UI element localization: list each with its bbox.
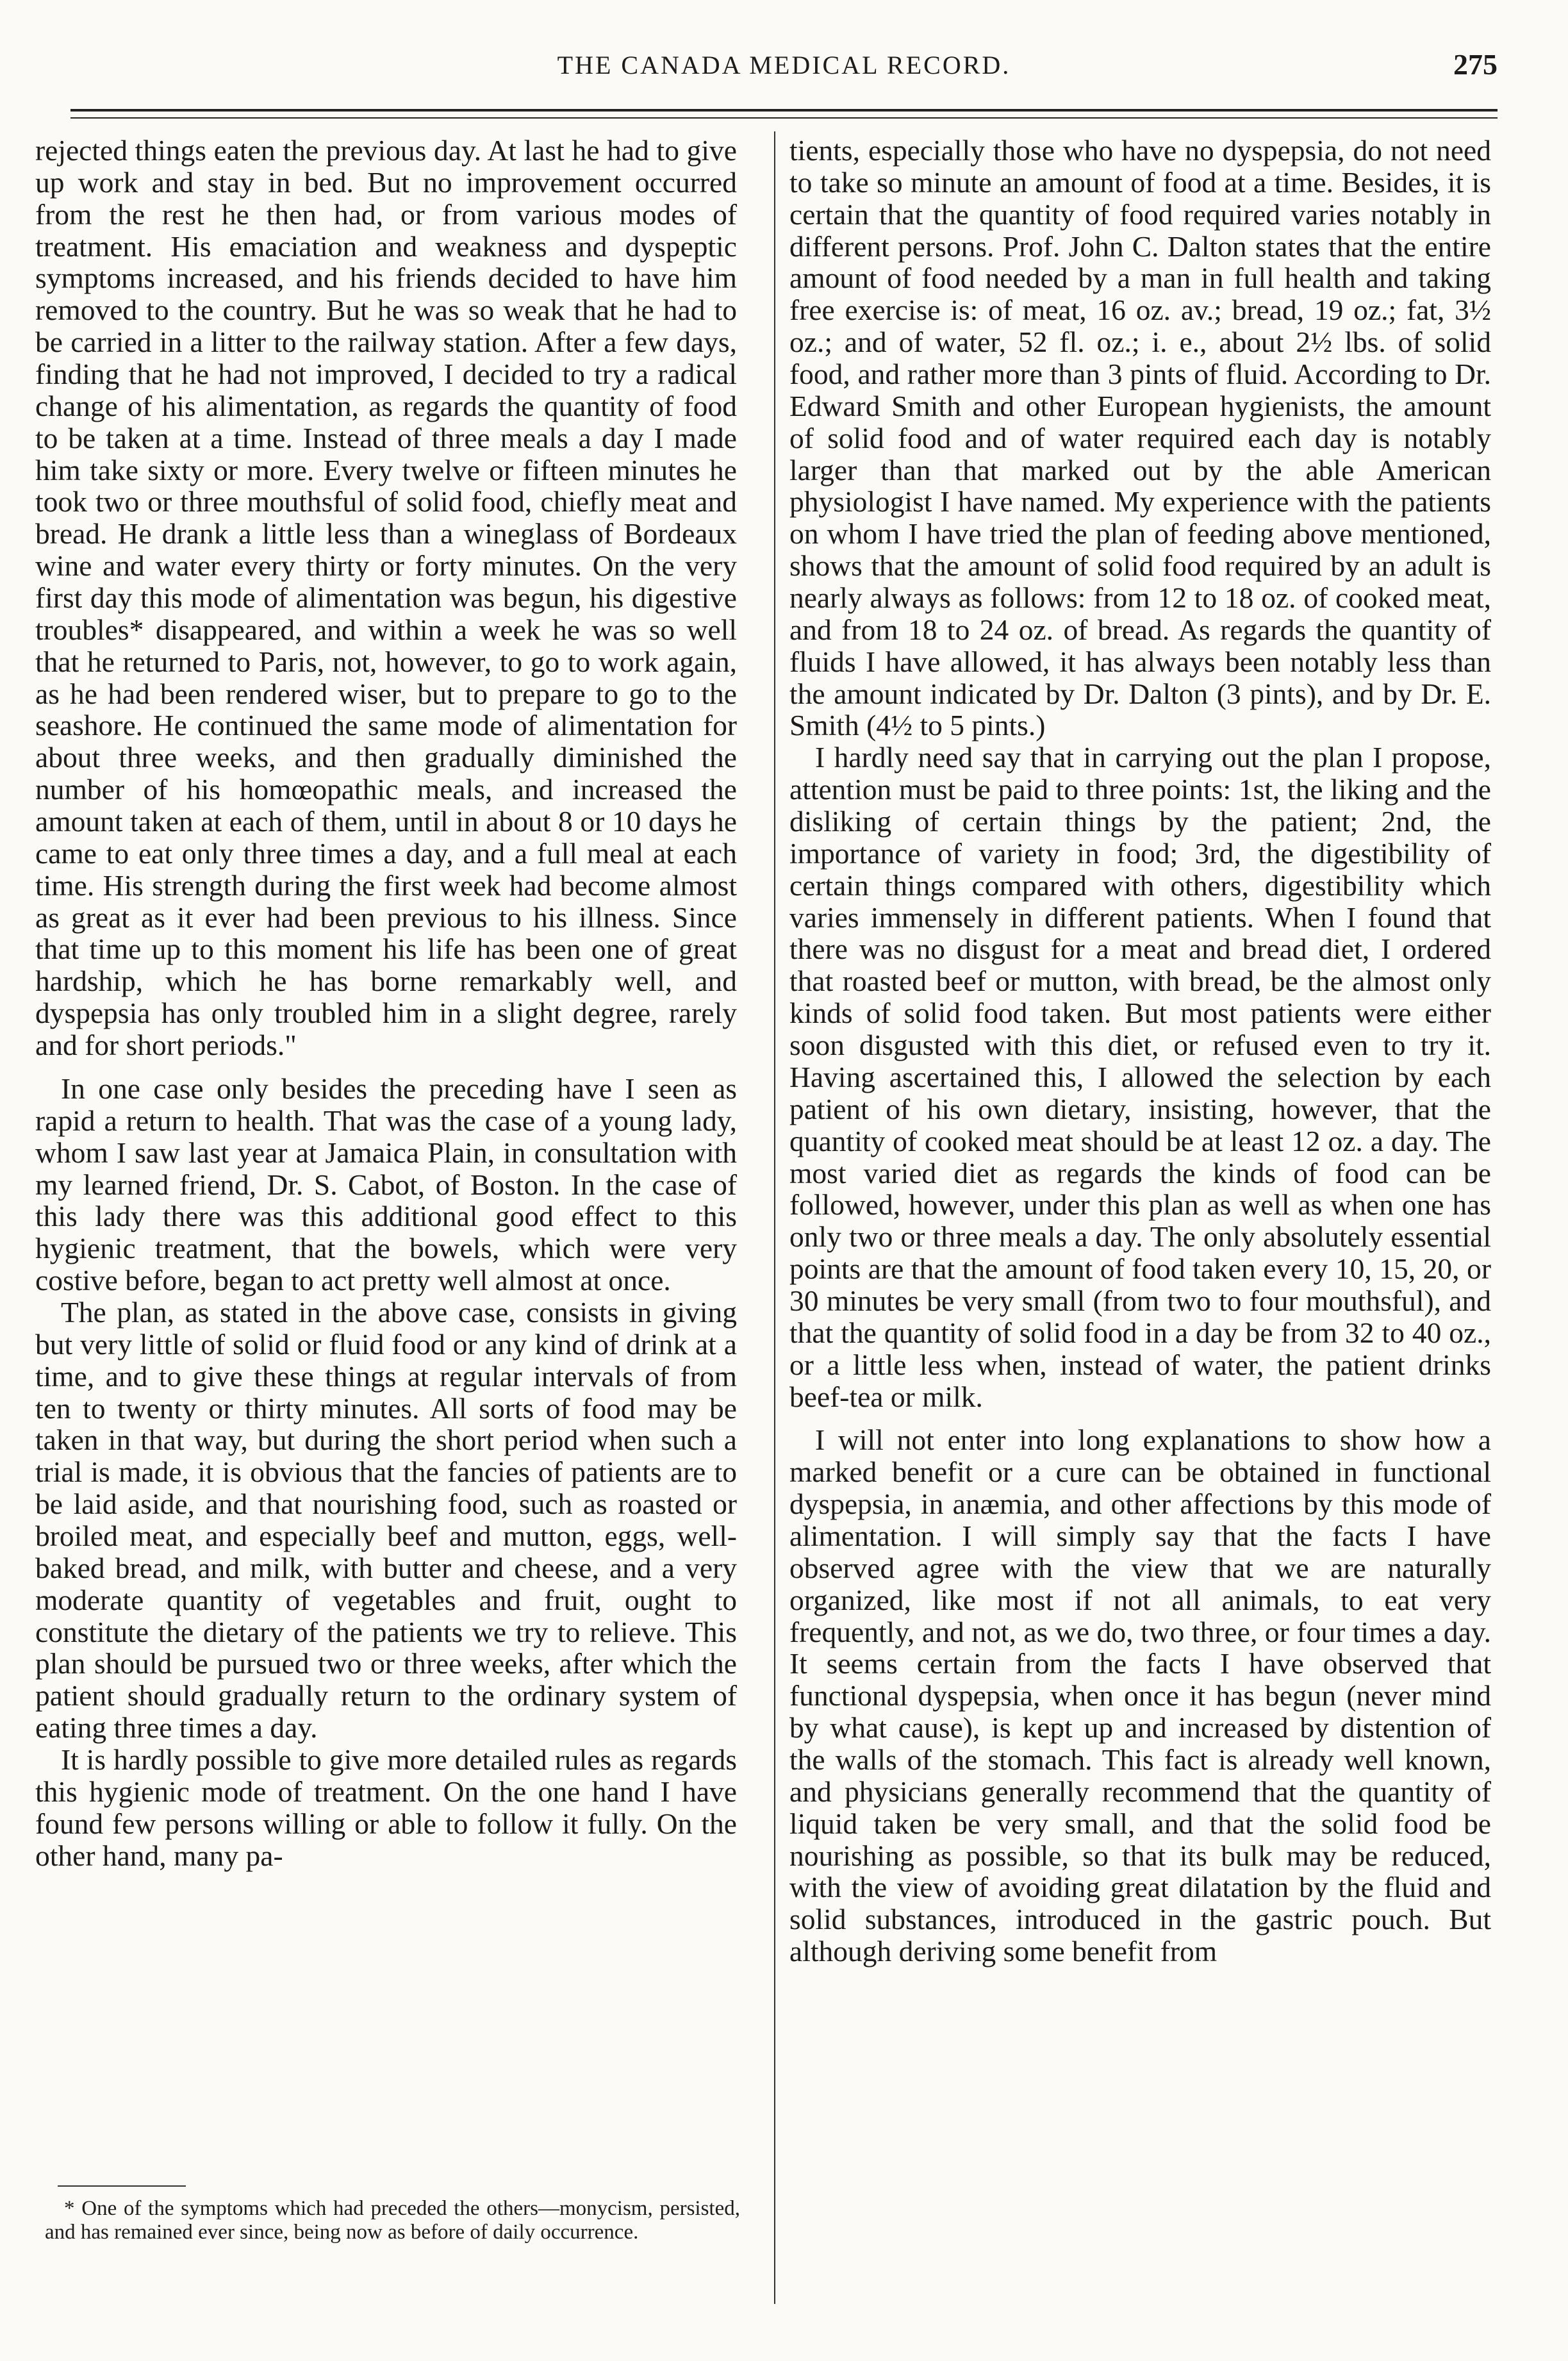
left-column xyxy=(35,135,737,1871)
running-title: THE CANADA MEDICAL RECORD. xyxy=(557,51,1011,79)
header-rule xyxy=(70,109,1498,112)
right-column xyxy=(789,135,1491,1967)
footnote-rule xyxy=(58,2185,186,2187)
paragraph: I hardly need say that in carrying out the plan I propose, attention must be paid to three points: 1st, the liking and the disliking of certain things by the patient; 2nd, the importance of variety in food; 3rd, the digestibility of certain things compared with others, digestibility which varies immensely in different patients. When I found that there was no disgust for a meat and bread diet, I ordered that roasted beef or mutton, with bread, be the almost only kinds of solid food taken. But most patients were either soon disgusted with this diet, or refused even to try it. Having ascertained this, I allowed the selection by each patient of his own dietary, insisting, however, that the quantity of cooked meat should be at least 12 oz. a day. The most varied diet as regards the kinds of food can be followed, however, under this plan as well as when one has only two or three meals a day. The only absolutely essential points are that the amount of food taken every 10, 15, 20, or 30 minutes be very small (from two to four mouthsful), and that the quantity of solid food in a day be from 32 to 40 oz., or a little less when, instead of water, the patient drinks beef-tea or milk. xyxy=(789,741,1491,1413)
header-rule-thin xyxy=(70,117,1498,119)
paragraph: It is hardly possible to give more detailed rules as regards this hygienic mode of treatment. On the one hand I have found few persons willing or able to follow it fully. On the other hand, many pa- xyxy=(35,1743,737,1872)
paragraph: rejected things eaten the previous day. At last he had to give up work and stay in bed. But no improvement occurred from the rest he then had, or from various modes of treatment. His emaciation and weakness and dyspeptic symptoms increased, and his friends decided to have him removed to the country. But he was so weak that he had to be carried in a litter to the railway station. After a few days, finding that he had not improved, I decided to try a radical change of his alimentation, as regards the quantity of food to be taken at a time. Instead of three meals a day I made him take sixty or more. Every twelve or fifteen minutes he took two or three mouthsful of solid food, chiefly meat and bread. He drank a little less than a wineglass of Bordeaux wine and water every thirty or forty minutes. On the very first day this mode of alimentation was begun, his digestive troubles* disappeared, and within a week he was so well that he returned to Paris, not, however, to go to work again, as he had been rendered wiser, but to prepare to go to the seashore. He continued the same mode of alimentation for about three weeks, and then gradually diminished the number of his homœopathic meals, and increased the amount taken at each of them, until in about 8 or 10 days he came to eat only three times a day, and a full meal at each time. His strength during the first week had become almost as great as it ever had been previous to his illness. Since that time up to this moment his life has been one of great hardship, which he has borne remarkably well, and dyspepsia has only troubled him in a slight degree, rarely and for short periods." xyxy=(35,134,737,1062)
page-number: 275 xyxy=(1453,48,1498,81)
column-divider xyxy=(774,131,775,2304)
paragraph: I will not enter into long explanations to show how a marked benefit or a cure can be obtained in functional dyspepsia, in anæmia, and other affections by this mode of alimentation. I will simply say that the facts I have observed agree with the view that we are naturally organized, like most if not all animals, to eat very frequently, and not, as we do, two three, or four times a day. It seems certain from the facts I have observed that functional dyspepsia, when once it has begun (never mind by what cause), is kept up and increased by distention of the walls of the stomach. This fact is already well known, and physicians generally recommend that the quantity of liquid taken be very small, and that the solid food be nourishing as possible, so that its bulk may be reduced, with the view of avoiding great dilatation by the fluid and solid substances, introduced in the gastric pouch. But although deriving some benefit from xyxy=(789,1423,1491,1968)
paragraph: In one case only besides the preceding have I seen as rapid a return to health. That was the case of a young lady, whom I saw last year at Jamaica Plain, in consultation with my learned friend, Dr. S. Cabot, of Boston. In the case of this lady there was this additional good effect to this hygienic treatment, that the bowels, which were very costive before, began to act pretty well almost at once. xyxy=(35,1072,737,1297)
page-header xyxy=(70,45,1498,96)
footnote: * One of the symptoms which had preceded the others—monycism, persisted, and has remained ever since, being now as before of daily occurrence. xyxy=(45,2197,740,2244)
paragraph: tients, especially those who have no dyspepsia, do not need to take so minute an amount of food at a time. Besides, it is certain that the quantity of food required varies notably in different persons. Prof. John C. Dalton states that the entire amount of food needed by a man in full health and taking free exercise is: of meat, 16 oz. av.; bread, 19 oz.; fat, 3½ oz.; and of water, 52 fl. oz.; i. e., about 2½ lbs. of solid food, and rather more than 3 pints of fluid. According to Dr. Edward Smith and other European hygienists, the amount of solid food and of water required each day is notably larger than that marked out by the able American physiologist I have named. My experience with the patients on whom I have tried the plan of feeding above mentioned, shows that the amount of solid food required by an adult is nearly always as follows: from 12 to 18 oz. of cooked meat, and from 18 to 24 oz. of bread. As regards the quantity of fluids I have allowed, it has always been notably less than the amount indicated by Dr. Dalton (3 pints), and by Dr. E. Smith (4½ to 5 pints.) xyxy=(789,134,1491,742)
paragraph: The plan, as stated in the above case, consists in giving but very little of solid or fluid food or any kind of drink at a time, and to give these things at regular intervals of from ten to twenty or thirty minutes. All sorts of food may be taken in that way, but during the short period when such a trial is made, it is obvious that the fancies of patients are to be laid aside, and that nourishing food, such as roasted or broiled meat, and especially beef and mutton, eggs, well-baked bread, and milk, with butter and cheese, and a very moderate quantity of vegetables and fruit, ought to constitute the dietary of the patients we try to relieve. This plan should be pursued two or three weeks, after which the patient should gradually return to the ordinary system of eating three times a day. xyxy=(35,1295,737,1744)
